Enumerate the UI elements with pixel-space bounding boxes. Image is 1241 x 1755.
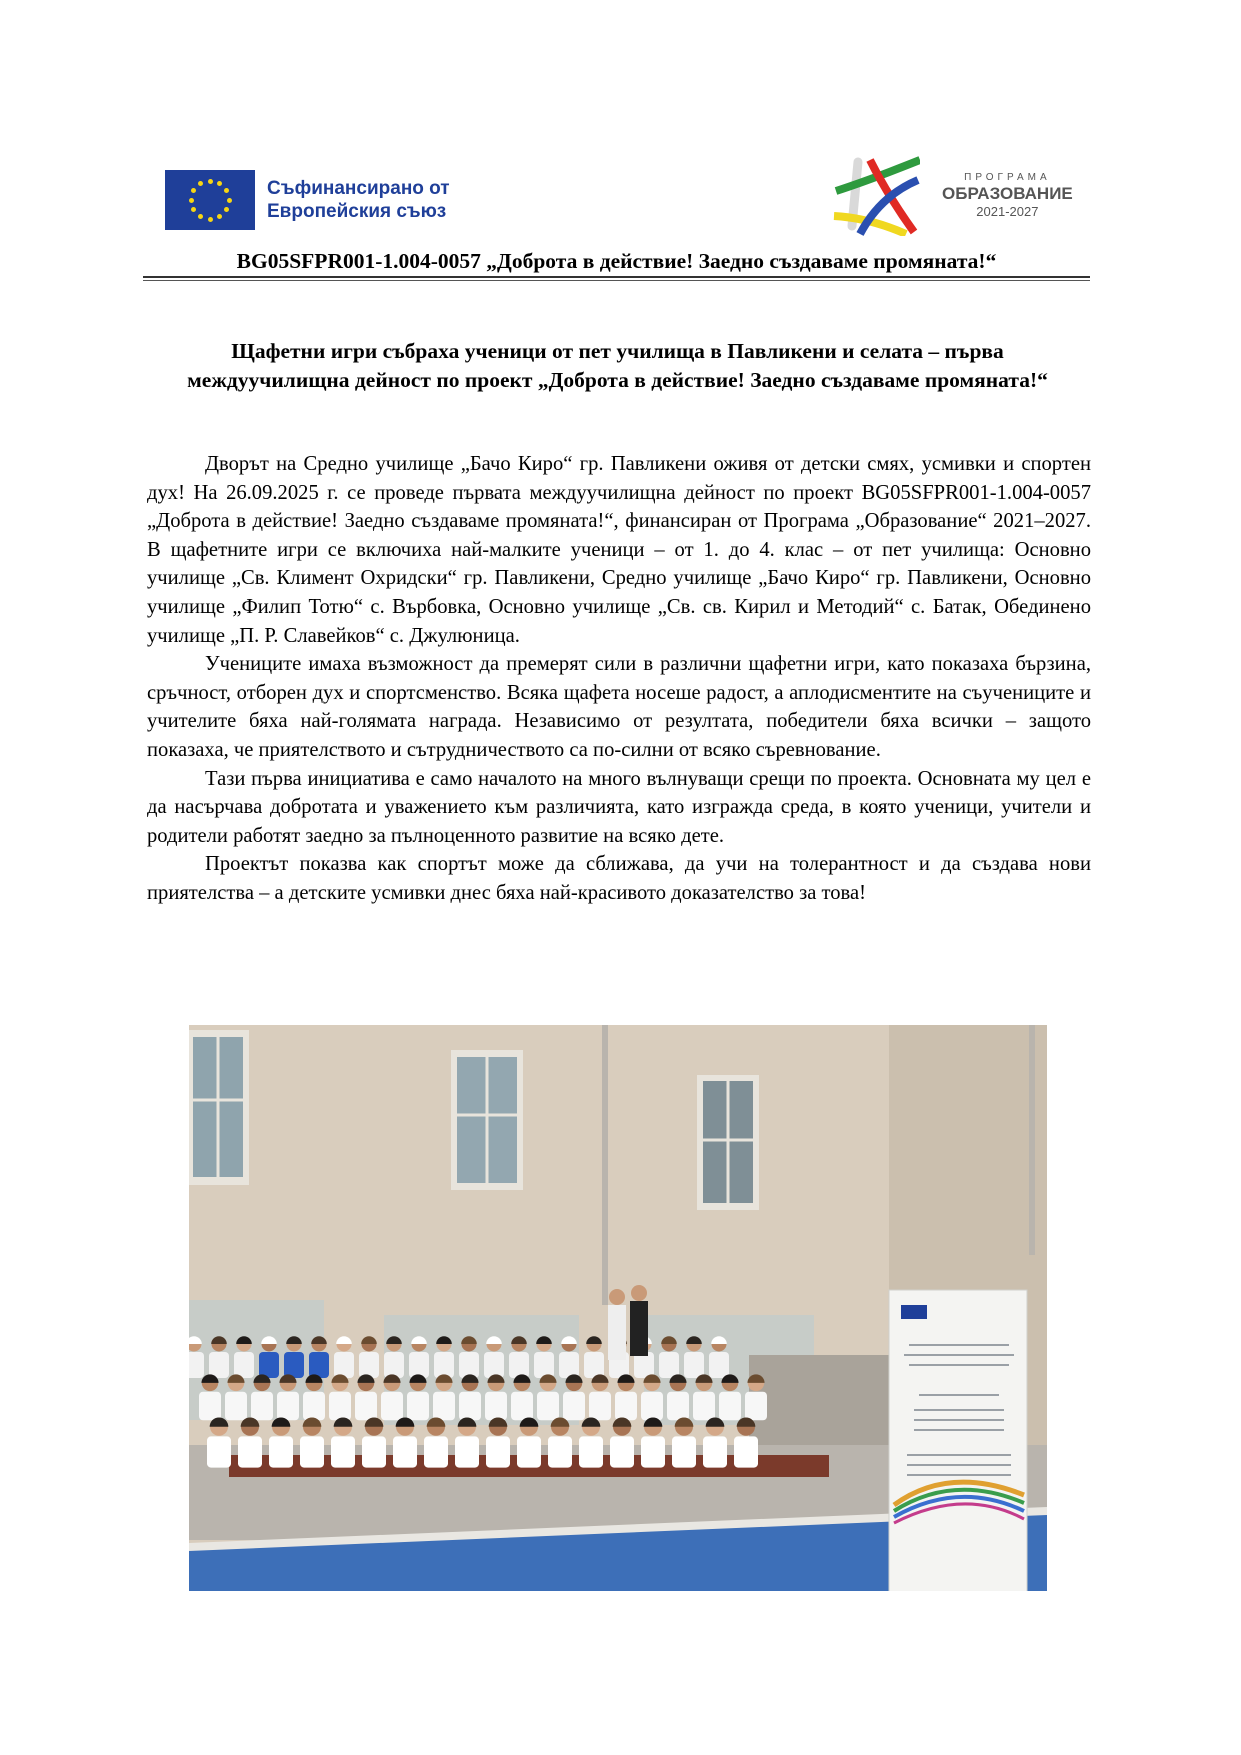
program-education-text xyxy=(942,172,1073,220)
program-education-logo xyxy=(820,150,1100,240)
student-figure xyxy=(355,1392,377,1421)
student-figure xyxy=(424,1436,448,1467)
student-figure xyxy=(459,1392,481,1421)
student-figure xyxy=(433,1392,455,1421)
drain-pipe xyxy=(602,1025,608,1305)
student-figure xyxy=(548,1436,572,1467)
student-figure xyxy=(434,1352,454,1378)
eu-star-icon xyxy=(191,207,196,212)
student-head xyxy=(609,1289,625,1305)
student-figure xyxy=(511,1392,533,1421)
student-figure xyxy=(485,1392,507,1421)
program-label: ПРОГРАМА xyxy=(964,172,1051,183)
group-photo xyxy=(189,1025,1047,1591)
student-figure xyxy=(693,1392,715,1421)
eu-star-icon xyxy=(189,198,194,203)
student-figure xyxy=(393,1436,417,1467)
drain-pipe xyxy=(1029,1025,1035,1255)
group-photo-illustration xyxy=(189,1025,1047,1591)
eu-flag-icon xyxy=(165,170,255,230)
student-figure xyxy=(615,1392,637,1421)
student-figure xyxy=(303,1392,325,1421)
student-figure xyxy=(381,1392,403,1421)
student-figure xyxy=(362,1436,386,1467)
student-figure xyxy=(334,1352,354,1378)
article-title: Щафетни игри събраха ученици от пет училища в Павликени и селата – първа междуучилищна дейност по проект „Доброта в действие! Заедно създаваме промяната!“ xyxy=(187,339,1048,392)
student-figure xyxy=(734,1436,758,1467)
student-figure xyxy=(209,1352,229,1378)
student-figure xyxy=(300,1436,324,1467)
eu-logo-text xyxy=(267,177,450,223)
window xyxy=(189,1030,249,1185)
student-figure xyxy=(329,1392,351,1421)
student-figure xyxy=(207,1436,231,1467)
eu-star-icon xyxy=(217,181,222,186)
student-figure xyxy=(331,1436,355,1467)
eu-star-icon xyxy=(224,188,229,193)
student-figure xyxy=(684,1352,704,1378)
eu-star-icon xyxy=(191,188,196,193)
student-figure xyxy=(589,1392,611,1421)
eu-star-icon xyxy=(208,179,213,184)
student-figure xyxy=(703,1436,727,1467)
eu-star-icon xyxy=(208,217,213,222)
student-figure xyxy=(486,1436,510,1467)
article-paragraph: Учениците имаха възможност да премерят сили в различни щафетни игри, като показаха бързина, сръчност, отборен дух и спортсменство. Всяка щафета носеше радост, а аплодисментите на съучениците и учителите бяха най-голямата награда. Независимо от резултата, победители бяха всички – защото показаха, че приятелството и сътрудничеството са по-силни от всяко съревнование. xyxy=(147,653,1091,761)
student-figure xyxy=(484,1352,504,1378)
student-figure xyxy=(238,1436,262,1467)
student-figure xyxy=(667,1392,689,1421)
student-figure xyxy=(259,1352,279,1378)
student-figure xyxy=(534,1352,554,1378)
student-figure xyxy=(455,1436,479,1467)
student-figure xyxy=(225,1392,247,1421)
student-figure xyxy=(359,1352,379,1378)
student-figure xyxy=(579,1436,603,1467)
student-figure xyxy=(409,1352,429,1378)
student-figure xyxy=(584,1352,604,1378)
student-figure xyxy=(672,1436,696,1467)
student-figure xyxy=(384,1352,404,1378)
eu-star-icon xyxy=(227,198,232,203)
article-paragraph: Дворът на Средно училище „Бачо Киро“ гр. Павликени оживя от детски смях, усмивки и спортен дух! На 26.09.2025 г. се проведе първата междуучилищна дейност по проект BG05SFPR001-1.004-0057 „Доброта в действие! Заедно създаваме промяната!“, финансиран от Програма „Образование“ 2021–2027. В щафетните игри се включиха най-малките ученици – от 1. до 4. клас – от пет училища: Основно училище „Св. Климент Охридски“ гр. Павликени, Средно училище „Бачо Киро“ гр. Павликени, Основно училище „Филип Тотю“ с. Върбовка, Основно училище „Св. св. Кирил и Методий“ с. Батак, Обединено училище „П. Р. Славейков“ с. Джулюница. xyxy=(147,453,1091,647)
eu-star-icon xyxy=(198,214,203,219)
student-figure xyxy=(459,1352,479,1378)
student-figure xyxy=(641,1392,663,1421)
program-education-mark-icon xyxy=(830,156,920,236)
student-figure xyxy=(709,1352,729,1378)
project-code-heading: BG05SFPR001-1.004-0057 „Доброта в действие! Заедно създаваме промяната!“ xyxy=(236,249,997,273)
student-figure xyxy=(509,1352,529,1378)
window xyxy=(451,1050,523,1190)
student-figure xyxy=(537,1392,559,1421)
student-figure xyxy=(563,1392,585,1421)
student-figure xyxy=(659,1352,679,1378)
student-figure xyxy=(610,1436,634,1467)
student-figure xyxy=(719,1392,741,1421)
program-name: ОБРАЗОВАНИЕ xyxy=(942,184,1073,203)
eu-star-icon xyxy=(198,181,203,186)
student-figure xyxy=(284,1352,304,1378)
eu-star-icon xyxy=(217,214,222,219)
article-body xyxy=(147,450,1091,908)
eu-cofunded-logo xyxy=(165,168,475,232)
student-figure xyxy=(309,1352,329,1378)
student-figure xyxy=(608,1305,626,1360)
program-years: 2021-2027 xyxy=(976,204,1039,219)
eu-star-icon xyxy=(224,207,229,212)
student-figure xyxy=(641,1436,665,1467)
student-figure xyxy=(407,1392,429,1421)
eu-logo-line1: Съфинансирано от xyxy=(267,178,450,199)
header-divider xyxy=(143,276,1090,281)
student-head xyxy=(631,1285,647,1301)
student-figure xyxy=(269,1436,293,1467)
student-figure xyxy=(234,1352,254,1378)
rollup-banner xyxy=(889,1290,1027,1591)
eu-logo-line2: Европейския съюз xyxy=(267,201,447,222)
student-figure xyxy=(559,1352,579,1378)
student-figure xyxy=(630,1301,648,1356)
article-paragraph: Тази първа инициатива е само началото на много вълнуващи срещи по проекта. Основната му цел е да насърчава добротата и уважението към различията, като изгражда среда, в която ученици, учители и родители работят заедно за пълноценното развитие на всяко дете. xyxy=(147,767,1091,847)
student-figure xyxy=(189,1352,204,1378)
student-figure xyxy=(745,1392,767,1421)
student-figure xyxy=(199,1392,221,1421)
article-paragraph: Проектът показва как спортът може да сближава, да учи на толерантност и да създава нови приятелства – а детските усмивки днес бяха най-красивото доказателство за това! xyxy=(147,853,1091,904)
student-figure xyxy=(251,1392,273,1421)
student-figure xyxy=(517,1436,541,1467)
student-figure xyxy=(277,1392,299,1421)
window xyxy=(697,1075,759,1210)
